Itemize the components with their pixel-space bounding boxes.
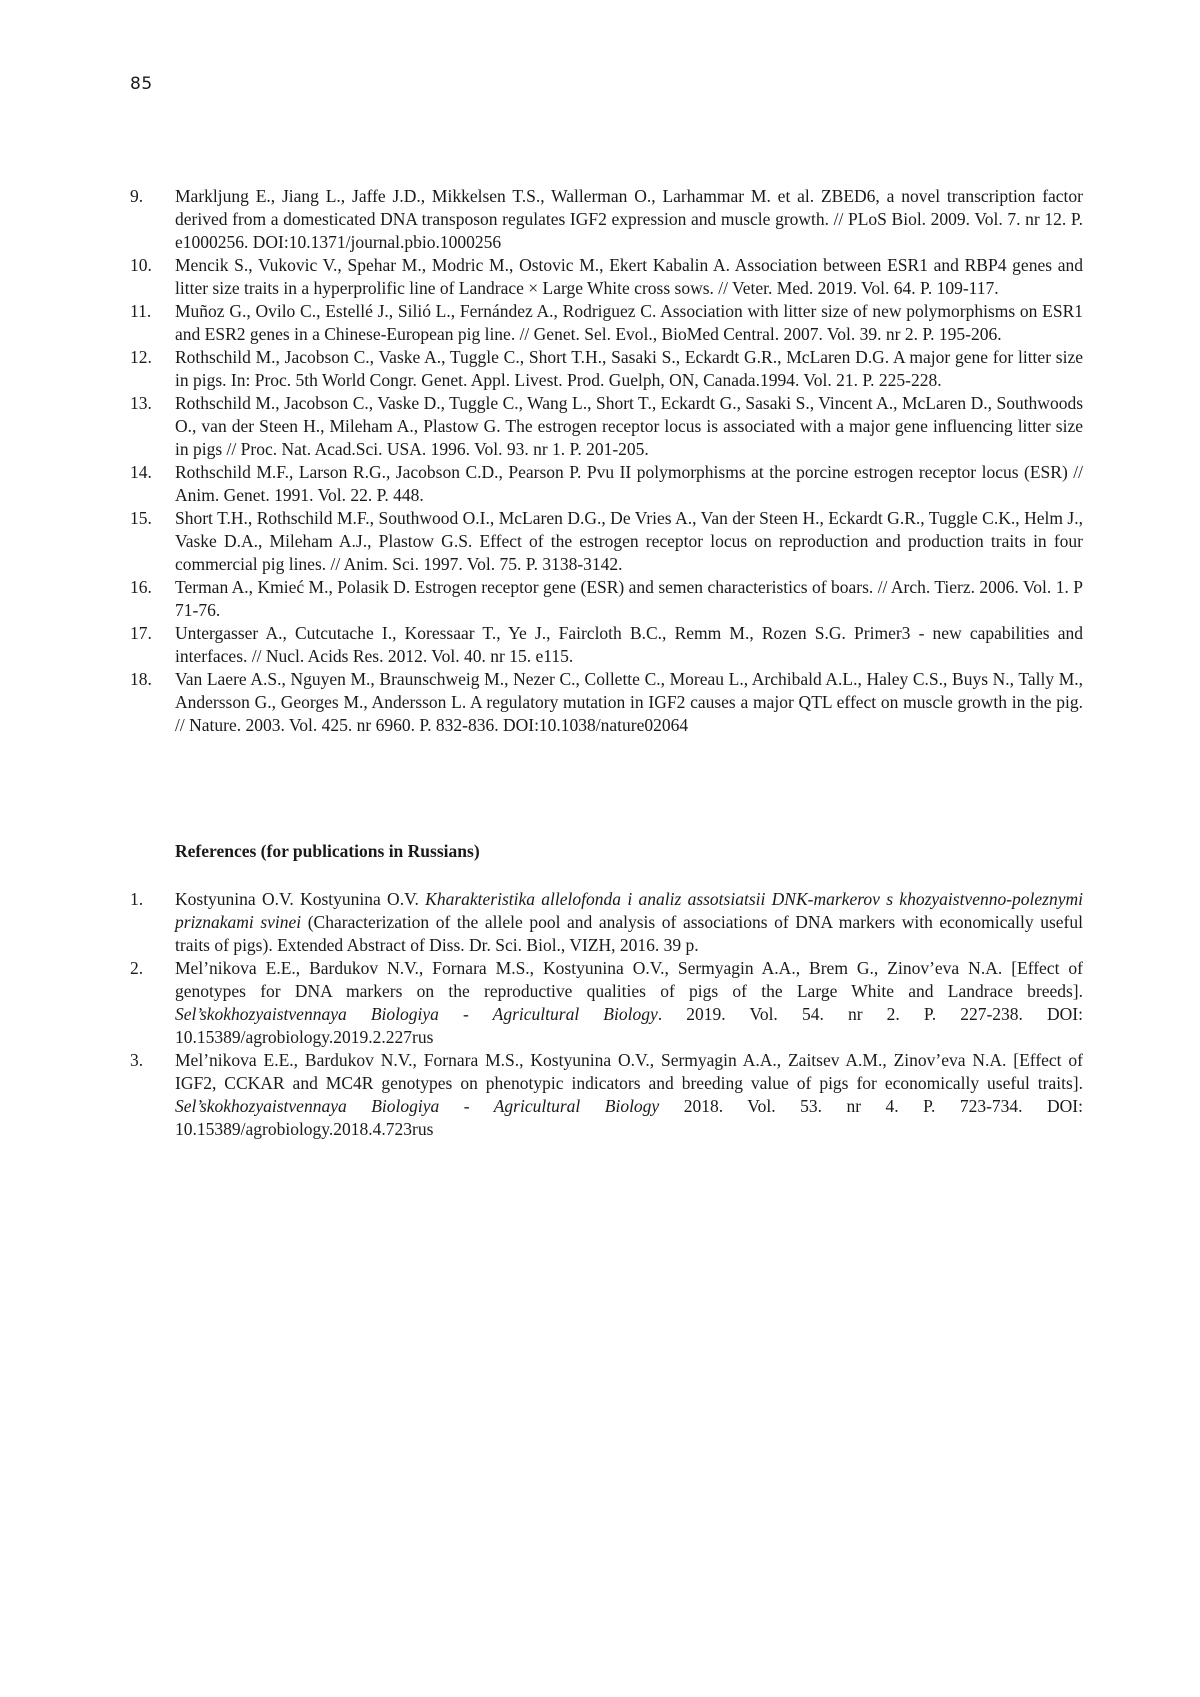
reference-journal-italic: Sel’skokhozyaistvennaya Biologiya - Agricultural Biology xyxy=(175,1096,660,1116)
reference-item xyxy=(130,888,1083,957)
reference-number: 14. xyxy=(130,462,152,482)
reference-details: (Characterization of the allele pool and analysis of associations of DNA markers with economically useful traits of pigs). Extended Abstract of Diss. Dr. Sci. Biol., VIZH, 2016. 39 p. xyxy=(175,912,1083,955)
reference-text: Van Laere A.S., Nguyen M., Braunschweig M., Nezer C., Collette C., Moreau L., Archibald A.L., Haley C.S., Buys N., Tally M., Andersson G., Georges M., Andersson L. A regulatory mutation in IGF2 causes a major QTL effect on muscle growth in the pig. // Nature. 2003. Vol. 425. nr 6960. P. 832-836. DOI:10.1038/nature02064 xyxy=(175,669,1083,735)
reference-number: 18. xyxy=(130,669,152,689)
reference-number: 16. xyxy=(130,577,152,597)
reference-number: 17. xyxy=(130,623,152,643)
reference-number: 9. xyxy=(130,186,144,206)
reference-number: 2. xyxy=(130,958,144,978)
reference-number: 12. xyxy=(130,347,152,367)
reference-item xyxy=(130,576,1083,622)
reference-item xyxy=(130,185,1083,254)
reference-number: 10. xyxy=(130,255,152,275)
reference-item xyxy=(130,254,1083,300)
reference-text: Rothschild M., Jacobson C., Vaske A., Tuggle C., Short T.H., Sasaki S., Eckardt G.R., McLaren D.G. A major gene for litter size in pigs. In: Proc. 5th World Congr. Genet. Appl. Livest. Prod. Guelph, ON, Canada.1994. Vol. 21. P. 225-228. xyxy=(175,347,1083,390)
reference-number: 1. xyxy=(130,889,144,909)
reference-text: Rothschild M., Jacobson C., Vaske D., Tuggle C., Wang L., Short T., Eckardt G., Sasaki S., Vincent A., McLaren D., Southwoods O., van der Steen H., Mileham A., Plastow G. The estrogen receptor locus is associated with a major gene influencing litter size in pigs // Proc. Nat. Acad.Sci. USA. 1996. Vol. 93. nr 1. P. 201-205. xyxy=(175,393,1083,459)
reference-text xyxy=(175,888,1083,957)
reference-item xyxy=(130,507,1083,576)
reference-text: Untergasser A., Cutcutache I., Koressaar T., Ye J., Faircloth B.C., Remm M., Rozen S.G. Primer3 - new capabilities and interfaces. // Nucl. Acids Res. 2012. Vol. 40. nr 15. e115. xyxy=(175,623,1083,666)
reference-number: 3. xyxy=(130,1050,144,1070)
reference-item xyxy=(130,392,1083,461)
reference-list-english xyxy=(130,185,1083,737)
reference-list-russian xyxy=(130,888,1083,1141)
reference-text: Mencik S., Vukovic V., Spehar M., Modric M., Ostovic M., Ekert Kabalin A. Association between ESR1 and RBP4 genes and litter size traits in a hyperprolific line of Landrace × Large White cross sows. // Veter. Med. 2019. Vol. 64. P. 109-117. xyxy=(175,255,1083,298)
reference-journal-italic: Sel’skokhozyaistvennaya Biologiya - Agricultural Biology xyxy=(175,1004,658,1024)
reference-text: Rothschild M.F., Larson R.G., Jacobson C.D., Pearson P. Pvu II polymorphisms at the porcine estrogen receptor locus (ESR) // Anim. Genet. 1991. Vol. 22. P. 448. xyxy=(175,462,1083,505)
reference-text xyxy=(175,1049,1083,1141)
reference-details: . 2019. Vol. 54. nr 2. P. 227-238. DOI: 10.15389/agrobiology.2019.2.227rus xyxy=(175,1004,1083,1047)
reference-authors: Mel’nikova E.E., Bardukov N.V., Fornara M.S., Kostyunina O.V., Sermyagin A.A., Zaitsev A.M., Zinov’eva N.A. [Effect of IGF2, CCKAR and MC4R genotypes on phenotypic indicators and breeding value of pigs for economically useful traits]. xyxy=(175,1050,1083,1093)
reference-text: Terman A., Kmieć M., Polasik D. Estrogen receptor gene (ESR) and semen characteristics of boars. // Arch. Tierz. 2006. Vol. 1. P 71-76. xyxy=(175,577,1083,620)
reference-item xyxy=(130,300,1083,346)
reference-title-italic: Kharakteristika allelofonda i analiz assotsiatsii DNK-markerov s khozyaistvenno-poleznymi priznakami svinei xyxy=(175,889,1084,932)
reference-text xyxy=(175,957,1083,1049)
reference-number: 11. xyxy=(130,301,152,321)
reference-number: 13. xyxy=(130,393,152,413)
reference-item xyxy=(130,461,1083,507)
section-heading-russian-references: References (for publications in Russians) xyxy=(175,841,480,861)
reference-text: Short T.H., Rothschild M.F., Southwood O.I., McLaren D.G., De Vries A., Van der Steen H., Eckardt G.R., Tuggle C.K., Helm J., Vaske D.A., Mileham A.J., Plastow G.S. Effect of the estrogen receptor locus on reproduction and production traits in four commercial pig lines. // Anim. Sci. 1997. Vol. 75. P. 3138-3142. xyxy=(175,508,1083,574)
reference-authors: Mel’nikova E.E., Bardukov N.V., Fornara M.S., Kostyunina O.V., Sermyagin A.A., Brem G., Zinov’eva N.A. [Effect of genotypes for DNA markers on the reproductive qualities of pigs of the Large White and Landrace breeds]. xyxy=(175,958,1083,1001)
page-number: 85 xyxy=(130,74,153,94)
reference-item xyxy=(130,622,1083,668)
reference-text: Muñoz G., Ovilo C., Estellé J., Silió L., Fernández A., Rodriguez C. Association with litter size of new polymorphisms on ESR1 and ESR2 genes in a Chinese-European pig line. // Genet. Sel. Evol., BioMed Central. 2007. Vol. 39. nr 2. P. 195-206. xyxy=(175,301,1083,344)
reference-item xyxy=(130,668,1083,737)
reference-item xyxy=(130,346,1083,392)
reference-details: 2018. Vol. 53. nr 4. P. 723-734. DOI: 10.15389/agrobiology.2018.4.723rus xyxy=(175,1096,1083,1139)
reference-number: 15. xyxy=(130,508,152,528)
reference-item xyxy=(130,1049,1083,1141)
reference-authors: Kostyunina O.V. Kostyunina O.V. xyxy=(175,889,426,909)
reference-text: Markljung E., Jiang L., Jaffe J.D., Mikkelsen T.S., Wallerman O., Larhammar M. et al. ZBED6, a novel transcription factor derived from a domesticated DNA transposon regulates IGF2 expression and muscle growth. // PLoS Biol. 2009. Vol. 7. nr 12. P. e1000256. DOI:10.1371/journal.pbio.1000256 xyxy=(175,186,1083,252)
reference-item xyxy=(130,957,1083,1049)
